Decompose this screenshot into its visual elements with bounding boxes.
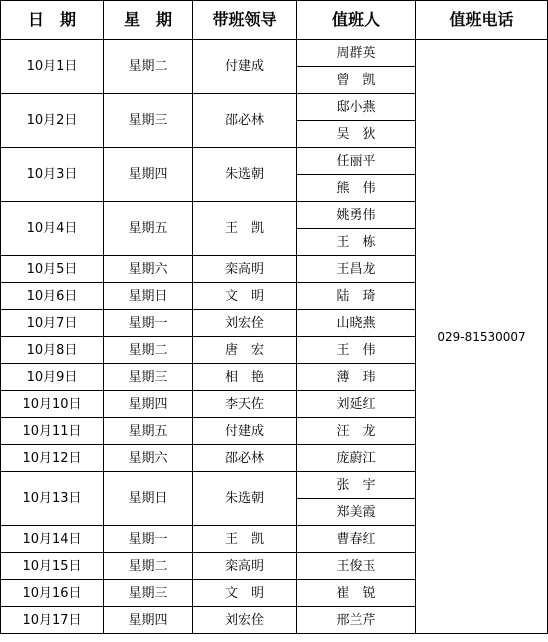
weekday-cell: 星期一 — [104, 310, 193, 337]
staff-cell: 刘延红 — [297, 391, 416, 418]
staff-cell: 薄 玮 — [297, 364, 416, 391]
weekday-cell: 星期四 — [104, 391, 193, 418]
staff-cell: 熊 伟 — [297, 175, 416, 202]
weekday-cell: 星期一 — [104, 526, 193, 553]
staff-cell: 崔 锐 — [297, 580, 416, 607]
date-cell: 10月1日 — [1, 40, 104, 94]
weekday-cell: 星期三 — [104, 364, 193, 391]
date-cell: 10月13日 — [1, 472, 104, 526]
leader-cell: 文 明 — [193, 580, 297, 607]
staff-cell: 任丽平 — [297, 148, 416, 175]
weekday-cell: 星期二 — [104, 337, 193, 364]
staff-cell: 王昌龙 — [297, 256, 416, 283]
date-cell: 10月10日 — [1, 391, 104, 418]
staff-cell: 吴 狄 — [297, 121, 416, 148]
staff-cell: 曹春红 — [297, 526, 416, 553]
staff-cell: 邸小燕 — [297, 94, 416, 121]
date-cell: 10月3日 — [1, 148, 104, 202]
leader-cell: 朱选朝 — [193, 148, 297, 202]
date-cell: 10月6日 — [1, 283, 104, 310]
header-row — [1, 1, 548, 40]
leader-cell: 相 艳 — [193, 364, 297, 391]
staff-cell: 曾 凯 — [297, 67, 416, 94]
date-cell: 10月12日 — [1, 445, 104, 472]
weekday-cell: 星期四 — [104, 148, 193, 202]
table-row — [1, 40, 548, 67]
weekday-cell: 星期日 — [104, 283, 193, 310]
leader-cell: 付建成 — [193, 40, 297, 94]
weekday-cell: 星期日 — [104, 472, 193, 526]
weekday-cell: 星期六 — [104, 256, 193, 283]
date-cell: 10月16日 — [1, 580, 104, 607]
weekday-cell: 星期二 — [104, 553, 193, 580]
staff-cell: 姚勇伟 — [297, 202, 416, 229]
leader-cell: 李天佐 — [193, 391, 297, 418]
header-weekday: 星 期 — [104, 1, 193, 40]
header-leader: 带班领导 — [193, 1, 297, 40]
date-cell: 10月5日 — [1, 256, 104, 283]
staff-cell: 汪 龙 — [297, 418, 416, 445]
staff-cell: 张 宇 — [297, 472, 416, 499]
staff-cell: 郑美霞 — [297, 499, 416, 526]
weekday-cell: 星期三 — [104, 580, 193, 607]
date-cell: 10月4日 — [1, 202, 104, 256]
weekday-cell: 星期三 — [104, 94, 193, 148]
weekday-cell: 星期六 — [104, 445, 193, 472]
leader-cell: 朱选朝 — [193, 472, 297, 526]
header-staff: 值班人 — [297, 1, 416, 40]
leader-cell: 付建成 — [193, 418, 297, 445]
date-cell: 10月15日 — [1, 553, 104, 580]
staff-cell: 陆 琦 — [297, 283, 416, 310]
staff-cell: 庞蔚江 — [297, 445, 416, 472]
schedule-body — [1, 40, 548, 634]
leader-cell: 刘宏佺 — [193, 310, 297, 337]
date-cell: 10月2日 — [1, 94, 104, 148]
weekday-cell: 星期五 — [104, 418, 193, 445]
date-cell: 10月7日 — [1, 310, 104, 337]
staff-cell: 王 伟 — [297, 337, 416, 364]
staff-cell: 周群英 — [297, 40, 416, 67]
weekday-cell: 星期四 — [104, 607, 193, 634]
leader-cell: 文 明 — [193, 283, 297, 310]
leader-cell: 邵必林 — [193, 94, 297, 148]
leader-cell: 栾高明 — [193, 553, 297, 580]
leader-cell: 王 凯 — [193, 202, 297, 256]
date-cell: 10月8日 — [1, 337, 104, 364]
date-cell: 10月14日 — [1, 526, 104, 553]
leader-cell: 邵必林 — [193, 445, 297, 472]
leader-cell: 刘宏佺 — [193, 607, 297, 634]
staff-cell: 王 栋 — [297, 229, 416, 256]
date-cell: 10月11日 — [1, 418, 104, 445]
header-phone: 值班电话 — [416, 1, 548, 40]
staff-cell: 王俊玉 — [297, 553, 416, 580]
date-cell: 10月9日 — [1, 364, 104, 391]
date-cell: 10月17日 — [1, 607, 104, 634]
staff-cell: 山晓燕 — [297, 310, 416, 337]
header-date: 日 期 — [1, 1, 104, 40]
leader-cell: 王 凯 — [193, 526, 297, 553]
staff-cell: 邢兰芹 — [297, 607, 416, 634]
leader-cell: 栾高明 — [193, 256, 297, 283]
duty-phone-cell: 029-81530007 — [416, 40, 548, 634]
leader-cell: 唐 宏 — [193, 337, 297, 364]
weekday-cell: 星期二 — [104, 40, 193, 94]
weekday-cell: 星期五 — [104, 202, 193, 256]
